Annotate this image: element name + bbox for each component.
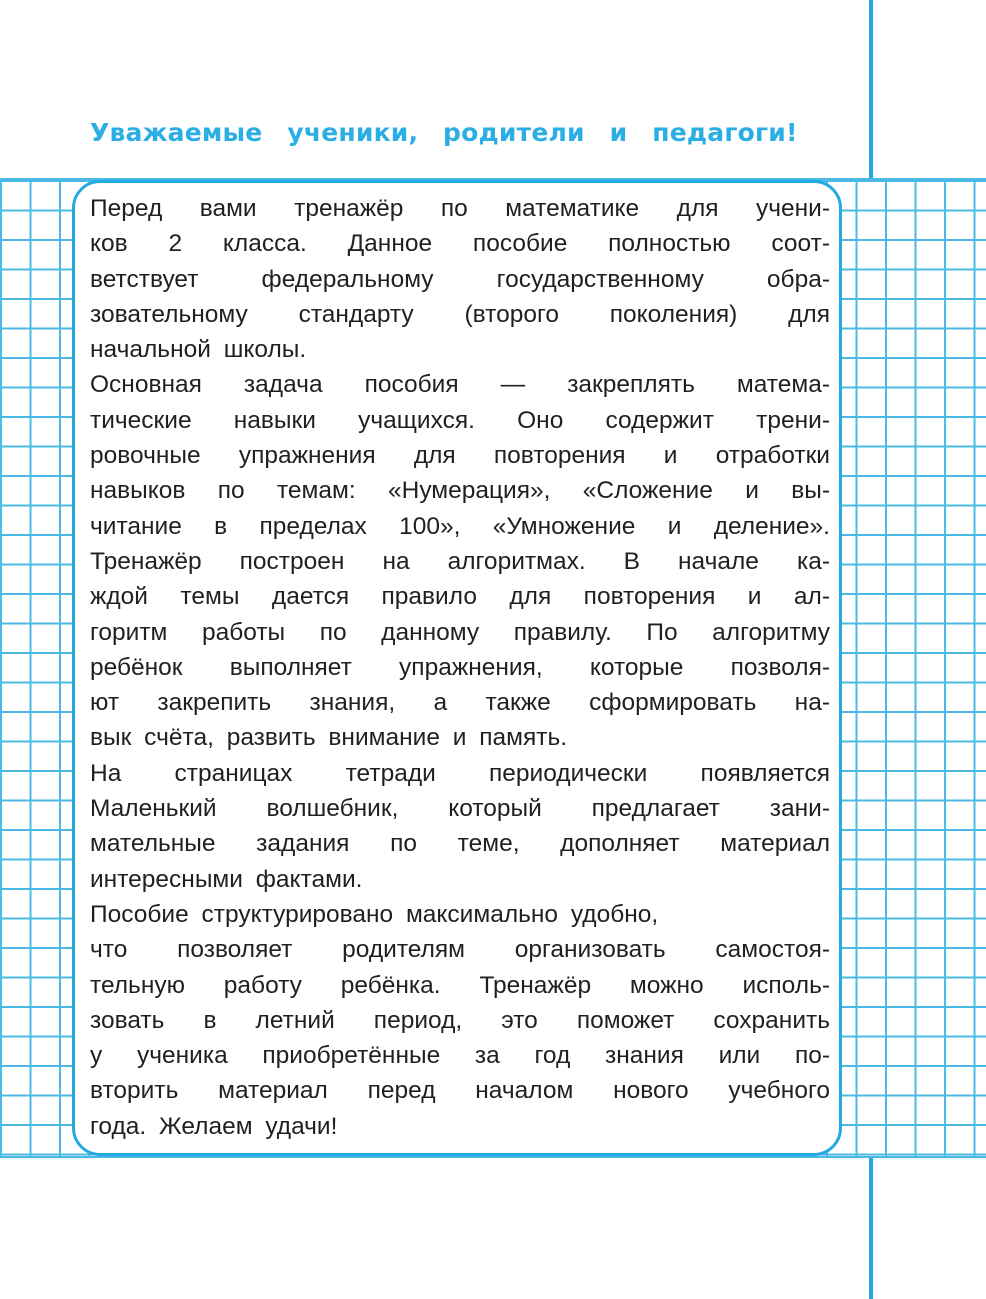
text-line: зовать в летний период, это поможет сохранить — [90, 1006, 830, 1034]
text-line: вык счёта, развить внимание и память. — [90, 724, 568, 752]
text-line: мательные задания по теме, дополняет материал — [90, 830, 830, 858]
page-heading: Уважаемые ученики, родители и педагоги! — [90, 118, 798, 147]
text-line: года. Желаем удачи! — [90, 1112, 338, 1140]
text-line: начальной школы. — [90, 336, 307, 364]
text-line: ков 2 класса. Данное пособие полностью соот- — [90, 230, 830, 258]
text-panel — [72, 180, 842, 1156]
text-line: Перед вами тренажёр по математике для учени- — [90, 195, 830, 222]
text-line: зовательному стандарту (второго поколения) для — [90, 300, 830, 328]
text-line: ребёнок выполняет упражнения, которые позволя- — [90, 653, 830, 681]
text-line: Основная задача пособия — закреплять матема- — [90, 371, 830, 399]
text-line: что позволяет родителям организовать самостоя- — [90, 936, 830, 964]
text-line: На страницах тетради периодически появляется — [90, 759, 830, 787]
text-line: интересными фактами. — [90, 865, 363, 893]
grid-bottom-border — [0, 1156, 986, 1158]
text-line: Пособие структурировано максимально удобно, — [90, 900, 659, 928]
text-line: ждой темы дается правило для повторения и ал- — [90, 583, 830, 611]
text-line: ровочные упражнения для повторения и отработки — [90, 442, 830, 470]
text-line: горитм работы по данному правилу. По алгоритму — [90, 618, 830, 646]
text-line: у ученика приобретённые за год знания или по- — [90, 1042, 830, 1070]
text-line: тические навыки учащихся. Оно содержит трени- — [90, 406, 830, 434]
text-line: Маленький волшебник, который предлагает зани- — [90, 795, 830, 823]
text-body — [90, 191, 830, 1144]
text-line: читание в пределах 100», «Умножение и деление». — [90, 512, 830, 540]
text-line: навыков по темам: «Нумерация», «Сложение и вы- — [90, 477, 830, 505]
text-line: ветствует федеральному государственному обра- — [90, 265, 830, 293]
text-line: Тренажёр построен на алгоритмах. В начале ка- — [90, 547, 830, 575]
text-line: ют закрепить знания, а также сформировать на- — [90, 689, 830, 717]
text-line: вторить материал перед началом нового учебного — [90, 1077, 830, 1105]
text-line: тельную работу ребёнка. Тренажёр можно исполь- — [90, 971, 830, 999]
